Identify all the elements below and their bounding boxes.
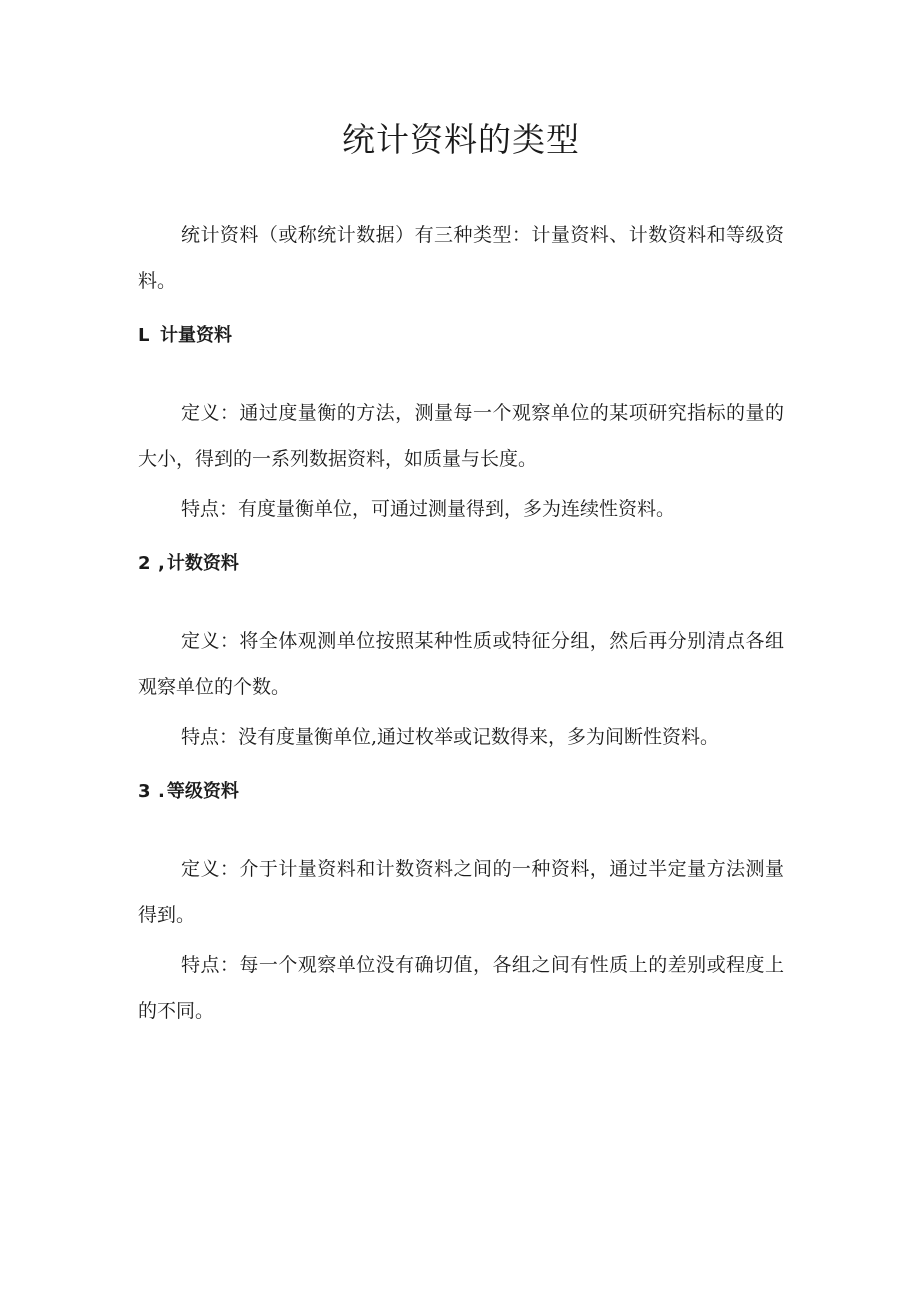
section-definition: 定义：将全体观测单位按照某种性质或特征分组，然后再分别清点各组观察单位的个数。 (138, 630, 784, 698)
section-number: L (138, 325, 150, 346)
section-feature: 特点：有度量衡单位，可通过测量得到，多为连续性资料。 (181, 498, 676, 520)
section-separator: , (158, 553, 165, 574)
section-number: 2 (138, 553, 151, 574)
section-feature: 特点：每一个观察单位没有确切值，各组之间有性质上的差别或程度上的不同。 (138, 954, 784, 1022)
section-heading-count (138, 551, 784, 577)
section-definition: 定义：通过度量衡的方法，测量每一个观察单位的某项研究指标的量的大小，得到的一系列数据资料，如质量与长度。 (138, 402, 784, 470)
section-heading-text: 等级资料 (166, 781, 239, 802)
section-heading-grade (138, 779, 784, 805)
section-feature: 特点：没有度量衡单位,通过枚举或记数得来，多为间断性资料。 (181, 726, 720, 748)
intro-paragraph: 统计资料（或称统计数据）有三种类型：计量资料、计数资料和等级资料。 (138, 224, 784, 292)
document-title: 统计资料的类型 (342, 120, 580, 159)
section-heading-measurement (138, 323, 784, 349)
section-separator: . (158, 781, 165, 802)
section-heading-text: 计数资料 (166, 553, 239, 574)
section-number: 3 (138, 781, 151, 802)
section-definition: 定义：介于计量资料和计数资料之间的一种资料，通过半定量方法测量得到。 (138, 858, 784, 926)
section-heading-text: 计量资料 (160, 325, 232, 346)
